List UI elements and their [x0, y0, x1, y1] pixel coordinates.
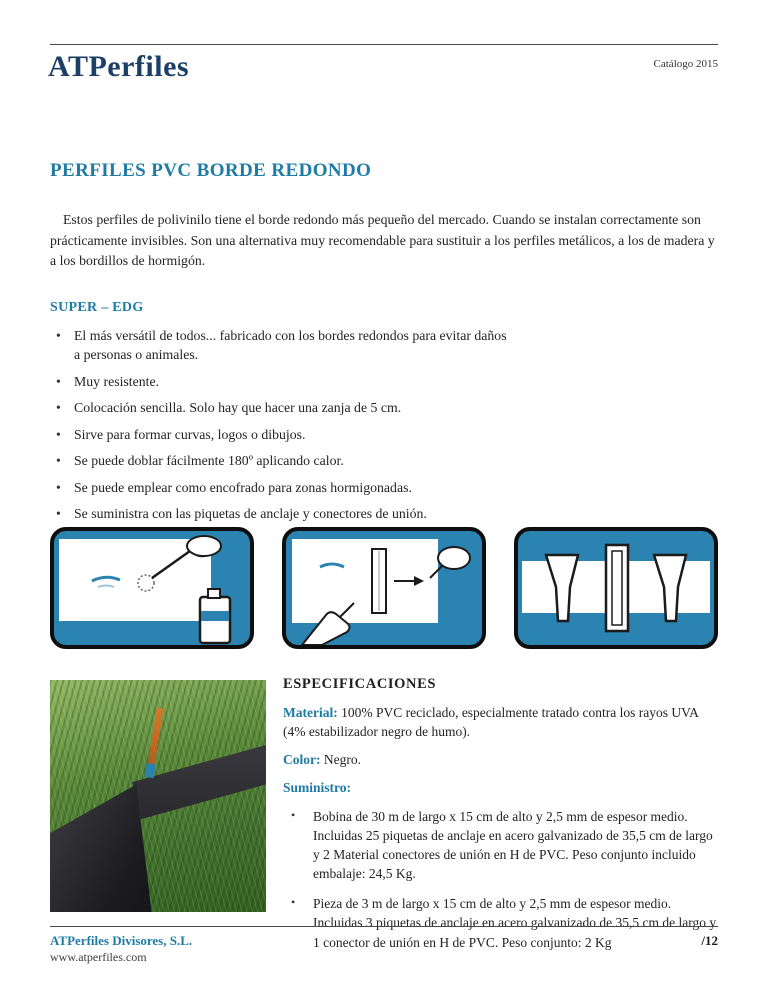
installation-diagrams-row: [50, 527, 718, 649]
bullet-item: • Colocación sencilla. Solo hay que hacer una zanja de 5 cm.: [52, 398, 507, 417]
bullet-item: • Muy resistente.: [52, 372, 507, 391]
diagram-marking-step: [50, 527, 254, 649]
supply-label: Suministro:: [283, 780, 352, 796]
page-title: PERFILES PVC BORDE REDONDO: [50, 160, 372, 181]
header-rule: [50, 44, 718, 45]
diagram-insert-step: [282, 527, 486, 649]
bullet-item: • Se puede doblar fácilmente 180º aplicando calor.: [52, 451, 507, 470]
bullet-item: • Se suministra con las piquetas de anclaje y conectores de unión.: [52, 504, 507, 523]
profile-insert-illustration-icon: [286, 531, 482, 645]
company-logo: ATPerfiles: [48, 50, 190, 83]
diagram-anchoring-step: [514, 527, 718, 649]
supply-list: [283, 807, 720, 952]
bullet-item: • Sirve para formar curvas, logos o dibujos.: [52, 425, 507, 444]
footer-website: www.atperfiles.com: [50, 950, 147, 964]
intro-paragraph: Estos perfiles de polivinilo tiene el borde redondo más pequeño del mercado. Cuando se instalan correctamente son prácticamente invisibles. Son una alternativa muy recomendable para sustituir a los perfiles metálicos, a los de madera y a los bordillos de hormigón.: [50, 212, 715, 269]
catalog-edition-label: Catálogo 2015: [653, 58, 718, 70]
color-line: [283, 750, 720, 769]
footer-company-name: ATPerfiles Divisores, S.L.: [50, 933, 193, 948]
supply-line: [283, 778, 720, 797]
material-label: Material:: [283, 705, 338, 720]
footer-rule: [50, 926, 718, 927]
bullet-item: • El más versátil de todos... fabricado con los bordes redondos para evitar daños a personas o animales.: [52, 326, 507, 364]
color-value: Negro.: [323, 752, 361, 768]
supply-item: • Pieza de 3 m de largo x 15 cm de alto y 2,5 mm de espesor medio. Incluidas 3 piquetas de anclaje en acero galvanizado de 35,5 cm de largo y 1 conector de unión en H de PVC. Peso conjunto: 2 Kg: [283, 894, 720, 951]
anchor-stakes-illustration-icon: [518, 531, 714, 645]
section-title: SUPER – EDG: [50, 300, 144, 315]
page-number: /12: [701, 933, 718, 948]
feature-bullet-list: [52, 326, 507, 531]
supply-item: • Bobina de 30 m de largo x 15 cm de alto y 2,5 mm de espesor medio. Incluidas 25 piquetas de anclaje en acero galvanizado de 35,5 cm de largo y 2 Material conectores de unión en H de PVC. Peso conjunto incluido embalaje: 24,5 Kg.: [283, 807, 720, 884]
spray-marking-illustration-icon: [54, 531, 250, 645]
bullet-item: • Se puede emplear como encofrado para zonas hormigonadas.: [52, 478, 507, 497]
specifications-section: [283, 676, 720, 963]
specifications-title: ESPECIFICACIONES: [283, 676, 437, 692]
color-label: Color:: [283, 752, 321, 768]
material-value: 100% PVC reciclado, especialmente tratado contra los rayos UVA (4% estabilizador negro de humo).: [283, 705, 699, 740]
product-photo: [50, 680, 266, 912]
material-line: [283, 703, 720, 741]
